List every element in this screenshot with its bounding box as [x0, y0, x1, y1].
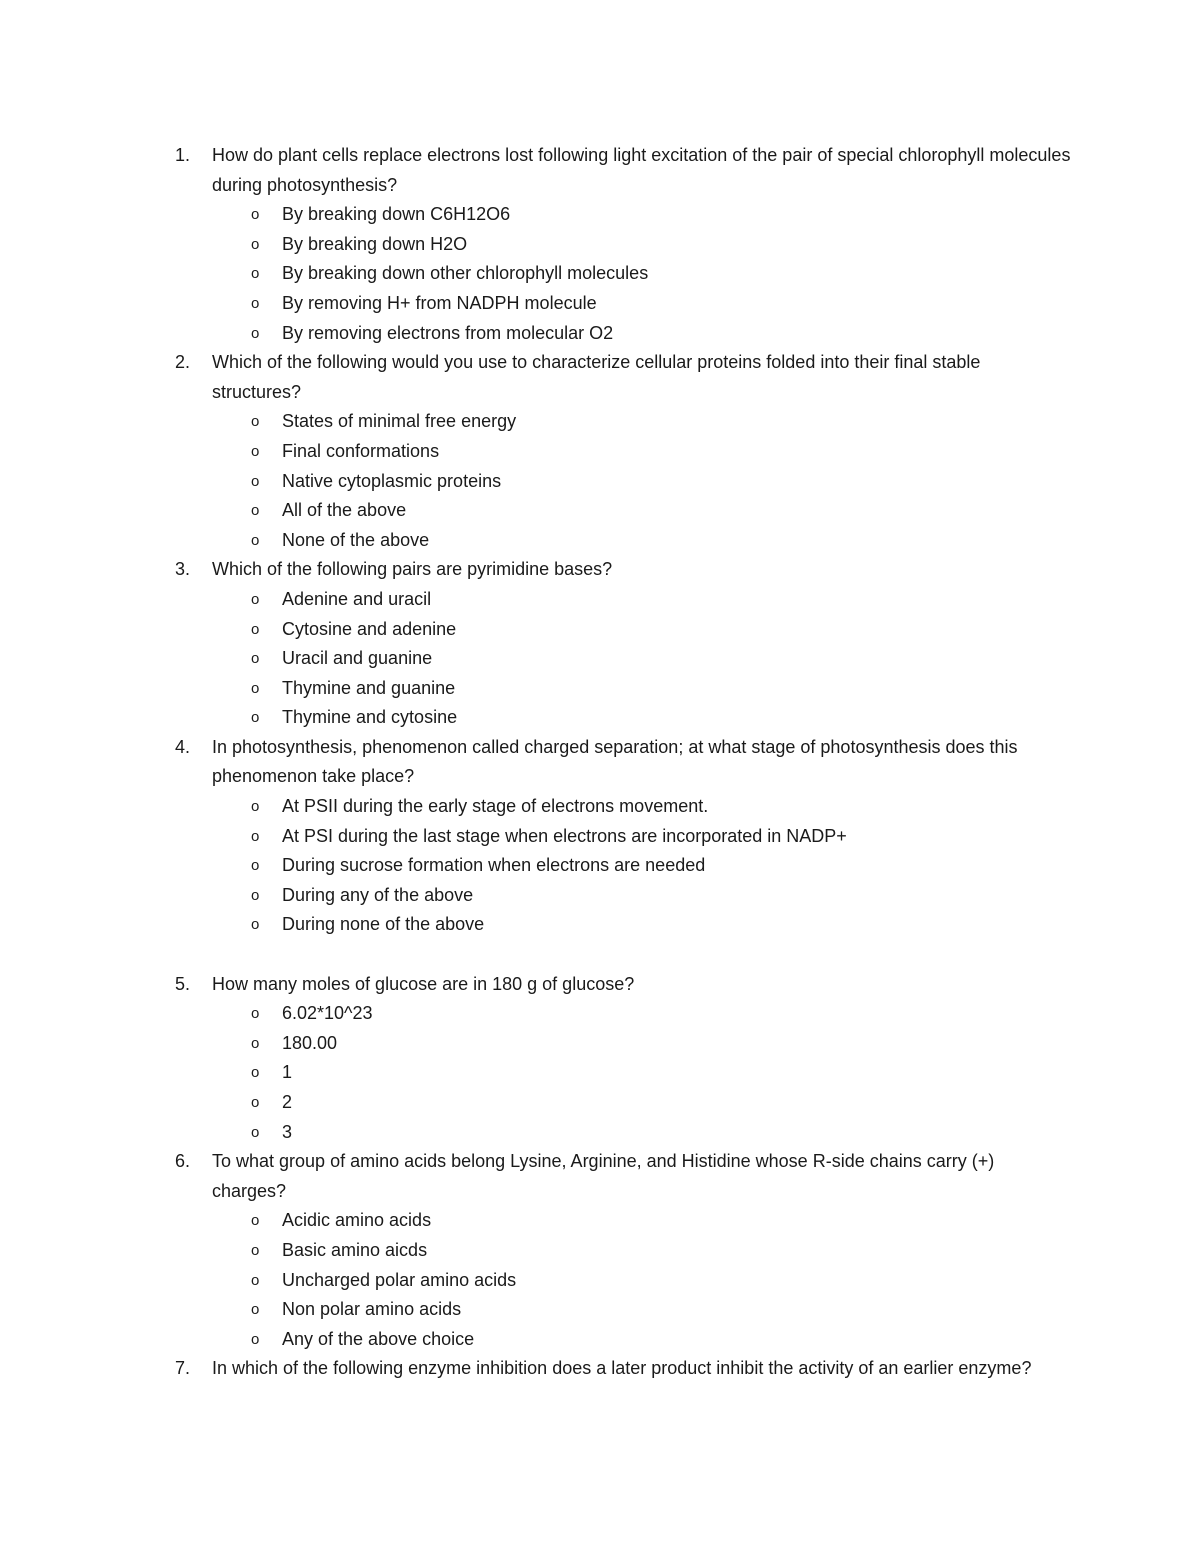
option-text: Thymine and guanine [282, 677, 456, 698]
option-list [175, 407, 1075, 555]
option-text: Uracil and guanine [282, 648, 433, 669]
option-item [175, 910, 1075, 940]
bullet-icon: o [251, 709, 260, 727]
option-item [175, 703, 1075, 733]
bullet-icon: o [251, 650, 260, 668]
bullet-icon: o [251, 798, 260, 816]
bullet-icon: o [251, 1330, 260, 1348]
option-text: Any of the above choice [282, 1328, 475, 1349]
option-text: 6.02*10^23 [282, 1003, 373, 1024]
option-item [175, 792, 1075, 822]
bullet-icon: o [251, 442, 260, 460]
bullet-icon: o [251, 265, 260, 283]
bullet-icon: o [251, 1241, 260, 1259]
option-item [175, 200, 1075, 230]
option-text: States of minimal free energy [282, 411, 517, 432]
option-text: Non polar amino acids [282, 1299, 462, 1320]
option-item [175, 1206, 1075, 1236]
option-text: By breaking down C6H12O6 [282, 204, 511, 225]
option-text: By removing electrons from molecular O2 [282, 322, 614, 343]
option-item [175, 407, 1075, 437]
option-text: Thymine and cytosine [282, 707, 458, 728]
option-list [175, 1206, 1075, 1354]
option-text: At PSII during the early stage of electrons movement. [282, 796, 709, 817]
question-number: 6. [175, 1151, 191, 1172]
option-text: 180.00 [282, 1032, 338, 1053]
question-list [175, 141, 1075, 1384]
option-item [175, 526, 1075, 556]
option-text: At PSI during the last stage when electrons are incorporated in NADP+ [282, 825, 847, 846]
bullet-icon: o [251, 916, 260, 934]
bullet-icon: o [251, 1123, 260, 1141]
bullet-icon: o [251, 1005, 260, 1023]
option-item [175, 1295, 1075, 1325]
question-number: 1. [175, 145, 191, 165]
question-5 [175, 970, 1075, 1148]
option-item [175, 467, 1075, 497]
option-item [175, 1325, 1075, 1355]
question-number: 3. [175, 559, 191, 580]
question-1 [175, 141, 1075, 348]
option-list [175, 792, 1075, 940]
question-text: Which of the following would you use to characterize cellular proteins folded into their final stable structures? [212, 352, 981, 402]
option-list [175, 999, 1075, 1147]
question-7 [175, 1354, 1075, 1384]
option-text: Uncharged polar amino acids [282, 1269, 517, 1290]
bullet-icon: o [251, 324, 260, 342]
option-item [175, 1266, 1075, 1296]
question-4 [175, 733, 1075, 940]
question-text: In photosynthesis, phenomenon called charged separation; at what stage of photosynthesis does this phenomenon take place? [212, 736, 1018, 787]
question-number: 2. [175, 352, 191, 373]
option-item [175, 644, 1075, 674]
bullet-icon: o [251, 1301, 260, 1319]
option-text: By removing H+ from NADPH molecule [282, 292, 597, 313]
option-text: During none of the above [282, 914, 485, 935]
option-item [175, 851, 1075, 881]
option-text: By breaking down H2O [282, 233, 468, 254]
question-number: 4. [175, 736, 191, 757]
bullet-icon: o [251, 294, 260, 312]
bullet-icon: o [251, 886, 260, 904]
option-text: None of the above [282, 529, 430, 550]
option-item [175, 615, 1075, 645]
bullet-icon: o [251, 620, 260, 638]
option-text: Final conformations [282, 440, 440, 461]
bullet-icon: o [251, 502, 260, 520]
option-item [175, 230, 1075, 260]
bullet-icon: o [251, 857, 260, 875]
option-text: All of the above [282, 500, 407, 521]
option-item [175, 674, 1075, 704]
option-list [175, 200, 1075, 348]
option-text: During sucrose formation when electrons are needed [282, 855, 706, 876]
bullet-icon: o [251, 235, 260, 253]
question-number: 7. [175, 1358, 191, 1379]
option-item [175, 585, 1075, 615]
question-text: How many moles of glucose are in 180 g of glucose? [212, 973, 635, 994]
question-text: To what group of amino acids belong Lysine, Arginine, and Histidine whose R-side chains carry (+) charges? [212, 1151, 995, 1201]
option-item [175, 1236, 1075, 1266]
option-text: Adenine and uracil [282, 588, 432, 609]
blank-line [175, 940, 1075, 970]
question-number: 5. [175, 973, 191, 994]
option-text: Basic amino aicds [282, 1239, 428, 1260]
option-item [175, 881, 1075, 911]
option-item [175, 822, 1075, 852]
bullet-icon: o [251, 827, 260, 845]
option-item [175, 496, 1075, 526]
bullet-icon: o [251, 1271, 260, 1289]
bullet-icon: o [251, 1094, 260, 1111]
option-item [175, 1088, 1075, 1118]
option-item [175, 999, 1075, 1029]
option-text: By breaking down other chlorophyll molecules [282, 263, 649, 284]
option-item [175, 1058, 1075, 1088]
bullet-icon: o [251, 413, 260, 431]
bullet-icon: o [251, 590, 260, 608]
question-2 [175, 348, 1075, 555]
option-list [175, 585, 1075, 733]
option-item [175, 319, 1075, 349]
option-text: During any of the above [282, 884, 474, 905]
question-3 [175, 555, 1075, 733]
option-item [175, 289, 1075, 319]
question-text: How do plant cells replace electrons lost following light excitation of the pair of special chlorophyll molecules during photosynthesis? [212, 145, 1071, 195]
option-text: 1 [282, 1062, 293, 1083]
bullet-icon: o [251, 531, 260, 549]
question-text: Which of the following pairs are pyrimidine bases? [212, 559, 613, 580]
bullet-icon: o [251, 1034, 260, 1052]
bullet-icon: o [251, 679, 260, 697]
option-text: Acidic amino acids [282, 1210, 432, 1231]
option-text: Cytosine and adenine [282, 618, 457, 639]
question-text: In which of the following enzyme inhibition does a later product inhibit the activity of an earlier enzyme? [212, 1358, 1032, 1379]
option-item [175, 1029, 1075, 1059]
bullet-icon: o [251, 1212, 260, 1230]
bullet-icon: o [251, 1064, 260, 1082]
option-text: Native cytoplasmic proteins [282, 470, 502, 491]
bullet-icon: o [251, 472, 260, 490]
option-item [175, 1118, 1075, 1148]
question-6 [175, 1147, 1075, 1354]
option-item [175, 259, 1075, 289]
option-text: 3 [282, 1121, 293, 1142]
option-text: 2 [282, 1092, 293, 1112]
bullet-icon: o [251, 206, 260, 224]
option-item [175, 437, 1075, 467]
